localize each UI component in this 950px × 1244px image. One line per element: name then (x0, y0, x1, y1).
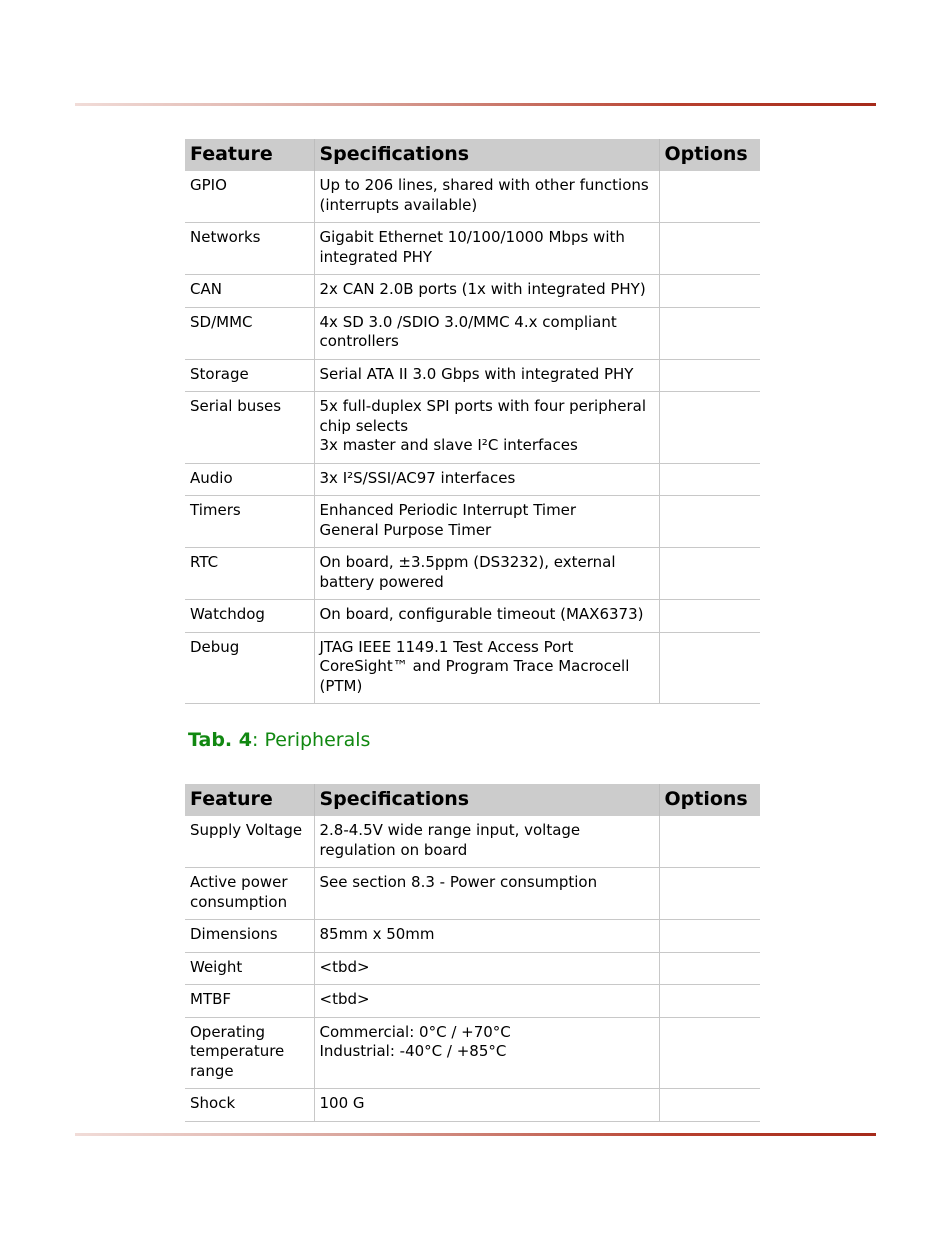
table-row (185, 1017, 760, 1089)
table-row (185, 223, 760, 275)
specification-cell (314, 1017, 659, 1089)
table-row (185, 816, 760, 868)
specification-line: JTAG IEEE 1149.1 Test Access Port (319, 637, 574, 656)
specification-line: Serial ATA II 3.0 Gbps with integrated PHY (319, 364, 634, 383)
specification-cell (314, 920, 659, 953)
options-cell (659, 496, 760, 548)
feature-cell: CAN (185, 275, 314, 308)
options-cell (659, 868, 760, 920)
specification-line: 100 G (319, 1094, 365, 1112)
specification-cell (314, 223, 659, 275)
options-cell (659, 463, 760, 496)
table-header-row (185, 139, 760, 171)
specification-cell (314, 816, 659, 868)
table-row (185, 600, 760, 633)
options-cell (659, 816, 760, 868)
options-cell (659, 171, 760, 223)
table-row (185, 985, 760, 1018)
specification-line: On board, configurable timeout (MAX6373) (319, 605, 644, 623)
header-rule (75, 103, 876, 106)
specification-line: 2x CAN 2.0B ports (1x with integrated PHY) (319, 280, 646, 298)
specification-line: 3x master and slave I²C interfaces (319, 436, 578, 454)
specification-line: 2.8-4.5V wide range input, voltage regulation on board (319, 821, 581, 859)
options-cell (659, 600, 760, 633)
specification-cell (314, 463, 659, 496)
specification-cell (314, 307, 659, 359)
specification-cell (314, 1089, 659, 1122)
specification-line: Industrial: -40°C / +85°C (319, 1042, 507, 1060)
specification-line: 4x SD 3.0 /SDIO 3.0/MMC 4.x compliant controllers (319, 312, 617, 350)
table-row (185, 868, 760, 920)
table-row (185, 920, 760, 953)
footer-rule (75, 1133, 876, 1136)
specification-line: Up to 206 lines, shared with other functions (interrupts available) (319, 176, 649, 214)
specification-cell (314, 868, 659, 920)
specification-line: <tbd> (319, 957, 370, 976)
table-row (185, 307, 760, 359)
feature-cell: Supply Voltage (185, 816, 314, 868)
header-specifications: Specifications (314, 784, 659, 816)
feature-cell: Shock (185, 1089, 314, 1122)
specification-line: 85mm x 50mm (319, 925, 435, 943)
table-row (185, 548, 760, 600)
specification-line: General Purpose Timer (319, 520, 492, 539)
table-row (185, 359, 760, 392)
specification-line: <tbd> (319, 990, 370, 1008)
specification-cell (314, 952, 659, 985)
table-row (185, 171, 760, 223)
table-row (185, 952, 760, 985)
specification-cell (314, 600, 659, 633)
specification-line: See section 8.3 - Power consumption (319, 873, 598, 891)
table-row (185, 463, 760, 496)
options-cell (659, 275, 760, 308)
feature-cell: RTC (185, 548, 314, 600)
specification-cell (314, 548, 659, 600)
feature-cell: MTBF (185, 985, 314, 1018)
feature-cell: Watchdog (185, 600, 314, 633)
table-row (185, 632, 760, 704)
options-cell (659, 359, 760, 392)
feature-cell: Serial buses (185, 392, 314, 464)
feature-cell: Networks (185, 223, 314, 275)
feature-cell: Dimensions (185, 920, 314, 953)
specification-cell (314, 496, 659, 548)
table-header-row (185, 784, 760, 816)
specification-line: 3x I²S/SSI/AC97 interfaces (319, 468, 516, 487)
specification-line: 5x full-duplex SPI ports with four peripheral chip selects (319, 397, 646, 435)
specification-cell (314, 632, 659, 704)
table-row (185, 275, 760, 308)
specification-cell (314, 171, 659, 223)
table-caption (188, 729, 370, 751)
feature-cell: GPIO (185, 171, 314, 223)
specification-cell (314, 985, 659, 1018)
general-specs-table (185, 784, 760, 1122)
options-cell (659, 548, 760, 600)
feature-cell: Audio (185, 463, 314, 496)
options-cell (659, 920, 760, 953)
specification-line: Commercial: 0°C / +70°C (319, 1022, 511, 1041)
feature-cell: SD/MMC (185, 307, 314, 359)
feature-cell: Active power consumption (185, 868, 314, 920)
table-row (185, 496, 760, 548)
header-options: Options (659, 784, 760, 816)
options-cell (659, 223, 760, 275)
feature-cell: Weight (185, 952, 314, 985)
options-cell (659, 392, 760, 464)
options-cell (659, 985, 760, 1018)
header-feature: Feature (185, 784, 314, 816)
options-cell (659, 307, 760, 359)
table-body (185, 816, 760, 1121)
specification-cell (314, 392, 659, 464)
feature-cell: Storage (185, 359, 314, 392)
specification-cell (314, 359, 659, 392)
options-cell (659, 1017, 760, 1089)
table-row (185, 392, 760, 464)
specification-line: On board, ±3.5ppm (DS3232), external battery powered (319, 553, 616, 591)
specification-cell (314, 275, 659, 308)
header-specifications: Specifications (314, 139, 659, 171)
caption-number: Tab. 4 (188, 729, 252, 751)
feature-cell: Timers (185, 496, 314, 548)
header-options: Options (659, 139, 760, 171)
options-cell (659, 952, 760, 985)
feature-cell: Debug (185, 632, 314, 704)
feature-cell: Operating temperature range (185, 1017, 314, 1089)
table-row (185, 1089, 760, 1122)
options-cell (659, 632, 760, 704)
specification-line: Gigabit Ethernet 10/100/1000 Mbps with integrated PHY (319, 228, 625, 266)
caption-text: : Peripherals (252, 729, 371, 751)
specification-line: Enhanced Periodic Interrupt Timer (319, 501, 577, 519)
specification-line: CoreSight™ and Program Trace Macrocell (PTM) (319, 657, 630, 695)
header-feature: Feature (185, 139, 314, 171)
table-body (185, 171, 760, 704)
options-cell (659, 1089, 760, 1122)
peripherals-table (185, 139, 760, 704)
